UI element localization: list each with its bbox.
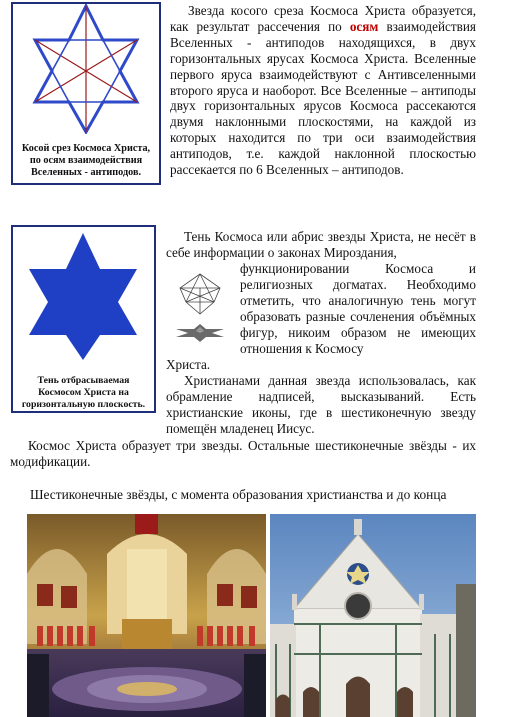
highlight-word: осям <box>349 18 379 34</box>
paragraph-oblique-section: Звезда косого среза Космоса Христа образуется, как результат рассечения по осям взаимодействия Вселенных - антиподов находящихся, в двух горизонтальных ярусах Космоса Христа. Вселенные первого яруса взаимодействуют с Антивселенными второго яруса и наоборот. Все Вселенные – антиподы двух горизонтальных ярусов Космоса рассекаются двумя наклонными плоскостями, на каждой из которых находится по три оси взаимодействия антиподов, т.е. каждой наклонной плоскостью рассекается по 6 Вселенных – антиподов. <box>170 3 476 178</box>
paragraph-christian-use: Христианами данная звезда использовалась, как обрамление надписей, высказываний. Есть христианские иконы, где в шестиконечную звезду помещён младенец Иисус. <box>166 373 476 436</box>
figure-caption: Тень отбрасываемая Космосом Христа на горизонтальную плоскость. <box>21 375 146 410</box>
octahedron-wireframe-icon <box>174 272 226 316</box>
church-facade-photo <box>270 514 476 717</box>
cathedral-interior-photo <box>27 514 266 717</box>
paragraph-shadow-wrapped: функционировании Космоса и религиозных догматах. Необходимо отметить, что аналогичную тень могут образовать разные сочленения объёмных фигур, никоим образом не имеющих отношения к Космосу <box>240 261 476 356</box>
section-heading: Шестиконечные звёзды, с момента образования христианства и до конца <box>30 487 447 502</box>
six-point-star-outline-icon <box>13 4 159 134</box>
figure-star-shadow <box>11 225 156 413</box>
figure-caption: Косой срез Космоса Христа, по осям взаимодействия Вселенных - антиподов. <box>21 143 151 178</box>
paragraph-shadow: Тень Космоса или абрис звезды Христа, не несёт в себе информации о законах Мироздания, <box>166 229 476 260</box>
paragraph-three-stars: Космос Христа образует три звезды. Остальные шестиконечные звёзды - их модификации. <box>10 438 476 469</box>
flat-star-shadow-icon <box>172 323 228 343</box>
paragraph-shadow-tail: Христа. <box>166 357 211 372</box>
figure-oblique-section <box>11 2 161 185</box>
six-point-star-filled-icon <box>13 227 154 362</box>
